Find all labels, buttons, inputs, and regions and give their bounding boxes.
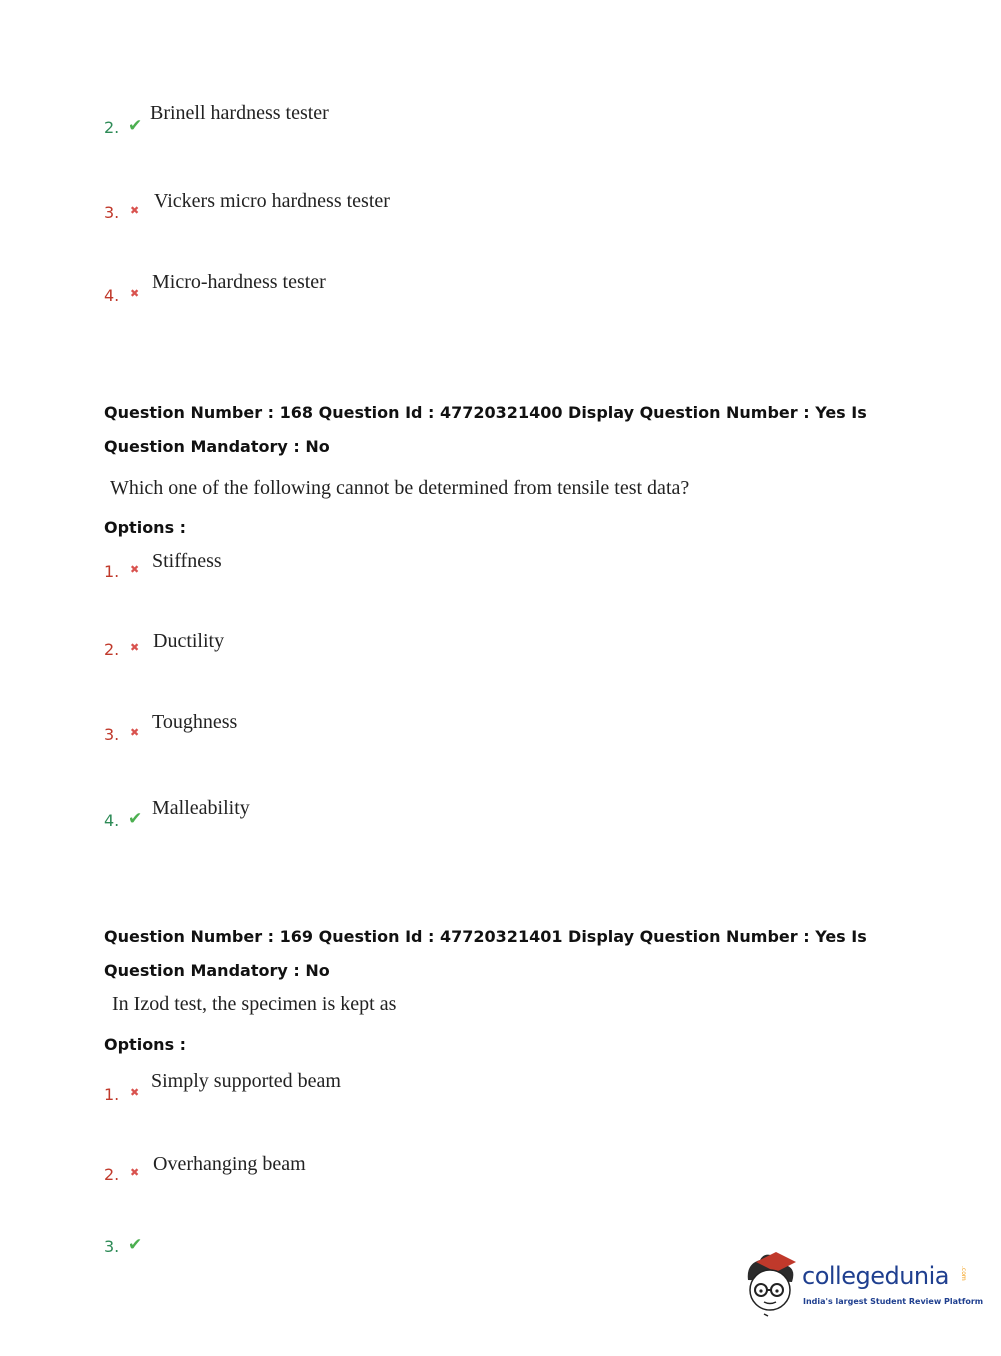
option-number: 3.	[104, 1237, 120, 1256]
logo-wordmark: collegedunia	[802, 1262, 950, 1290]
option-number: 3.	[104, 725, 120, 744]
option-number: 2.	[104, 640, 120, 659]
option-number: 1.	[104, 1085, 120, 1104]
collegedunia-logo	[742, 1250, 984, 1320]
cross-icon: ✖	[130, 563, 140, 576]
check-icon: ✔	[128, 1235, 143, 1255]
option-number: 1.	[104, 562, 120, 581]
option-number: 2.	[104, 118, 120, 137]
check-icon: ✔	[128, 116, 143, 136]
options-label: Options :	[104, 1035, 187, 1054]
option-number: 3.	[104, 203, 120, 222]
options-label: Options :	[104, 518, 187, 537]
cross-icon: ✖	[130, 1086, 140, 1099]
cross-icon: ✖	[130, 726, 140, 739]
cross-icon: ✖	[130, 641, 140, 654]
option-number: 2.	[104, 1165, 120, 1184]
check-icon: ✔	[128, 809, 143, 829]
option-text: Vickers micro hardness tester	[154, 190, 390, 212]
mascot-icon	[742, 1250, 802, 1320]
option-text: Stiffness	[152, 550, 222, 572]
option-number: 4.	[104, 811, 120, 830]
logo-suffix: .com	[960, 1266, 967, 1281]
question-header: Question Number : 169 Question Id : 47720321401 Display Question Number : Yes Is Question Mandatory : No	[104, 927, 867, 980]
option-text: Ductility	[153, 630, 225, 652]
logo-tagline: India's largest Student Review Platform	[803, 1297, 984, 1306]
option-text: Simply supported beam	[151, 1070, 341, 1092]
cross-icon: ✖	[130, 1166, 140, 1179]
question-text: In Izod test, the specimen is kept as	[112, 993, 397, 1015]
question-header: Question Number : 168 Question Id : 47720321400 Display Question Number : Yes Is Question Mandatory : No	[104, 403, 867, 456]
option-number: 4.	[104, 286, 120, 305]
option-text: Brinell hardness tester	[150, 102, 329, 124]
option-text: Micro-hardness tester	[152, 271, 326, 293]
cross-icon: ✖	[130, 204, 140, 217]
question-text: Which one of the following cannot be determined from tensile test data?	[110, 477, 690, 499]
option-text: Toughness	[152, 711, 238, 733]
cross-icon: ✖	[130, 287, 140, 300]
option-text: Malleability	[152, 797, 250, 819]
option-text: Overhanging beam	[153, 1153, 306, 1175]
